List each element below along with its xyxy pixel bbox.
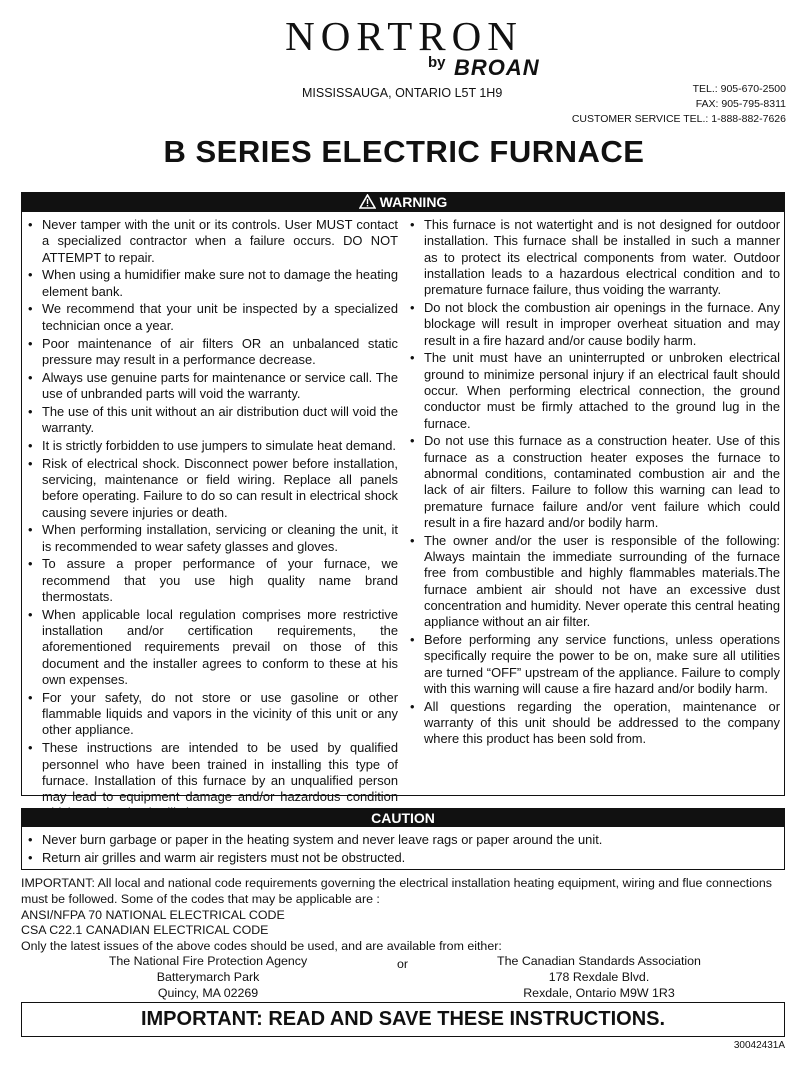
list-item: • Before performing any service functions, unless operations specifically require the power to be on, make sure all utilities are turned “OFF” upstream of the appliance. Failure to comply with this warning will cause a fire hazard and/or bodily harm. [410, 632, 780, 697]
warning-list-right [410, 217, 780, 823]
warning-list-left [28, 217, 398, 823]
list-item: • Do not block the combustion air openings in the furnace. Any blockage will result in improper overheat situation and may result in a fire hazard and/or cause bodily harm. [410, 300, 780, 349]
address-line: 178 Rexdale Blvd. [548, 970, 650, 984]
list-item: • This furnace is not watertight and is not designed for outdoor installation. This furnace shall be installed in such a manner as to protect its electrical components from water. Outdoor installation leads to a hazardous electrical condition and to premature furnace failure, thus voiding the warranty. [410, 217, 780, 298]
page-title: B SERIES ELECTRIC FURNACE [163, 134, 645, 169]
address-line: Batterymarch Park [156, 970, 260, 984]
important-notes [21, 876, 787, 955]
list-item: • We recommend that your unit be inspected by a specialized technician once a year. [28, 301, 398, 334]
warning-header [22, 193, 784, 212]
fax: FAX: 905-795-8311 [695, 98, 786, 110]
list-item: • Return air grilles and warm air registers must not be obstructed. [28, 849, 778, 866]
save-instructions-notice: IMPORTANT: READ AND SAVE THESE INSTRUCTIONS. [21, 1002, 785, 1037]
list-item: • The unit must have an uninterrupted or unbroken electrical ground to minimize personal injury if an electrical fault should occur. When performing electrical connection, the ground conductor must be firmly attached to the ground lug in the furnace. [410, 350, 780, 431]
list-item: • Poor maintenance of air filters OR an unbalanced static pressure may result in a performance decrease. [28, 336, 398, 369]
list-item: • When using a humidifier make sure not to damage the heating element bank. [28, 267, 398, 300]
customer-service: CUSTOMER SERVICE TEL.: 1-888-882-7626 [571, 113, 786, 125]
list-item: • Never burn garbage or paper in the heating system and never leave rags or paper around the unit. [28, 831, 778, 848]
code-csa: CSA C22.1 CANADIAN ELECTRICAL CODE [21, 923, 269, 938]
address-line: Rexdale, Ontario M9W 1R3 [523, 986, 675, 1000]
list-item: • Do not use this furnace as a construction heater. Use of this furnace as a construction heater exposes the furnace to abnormal conditions, contaminated combustion air and the lack of air filters. Failure to follow this warning can lead to premature furnace failure and/or vent failure which could result in a fire hazard and/or bodily harm. [410, 433, 780, 531]
or-separator: or [397, 957, 409, 971]
list-item: • The owner and/or the user is responsible of the following: Always maintain the immediate surrounding of the furnace free from combustible and highly flammables materials.The furnace ambient air should not have an excessive dust concentration and humidity. Never operate this central heating appliance without an air filter. [410, 533, 780, 631]
important-line: IMPORTANT: All local and national code requirements governing the electrical installation heating equipment, wiring and flue connections must be followed. Some of the codes that may be applicable are : [21, 876, 772, 906]
list-item: • When applicable local regulation comprises more restrictive installation and/or certification requirements, the aforementioned requirements prevail on those of this document and the installer agrees to conform to these at his own expenses. [28, 607, 398, 688]
list-item: • Always use genuine parts for maintenance or service call. The use of unbranded parts will void the warranty. [28, 370, 398, 403]
contact-info [572, 82, 786, 127]
list-item: • All questions regarding the operation, maintenance or warranty of this unit should be addressed to the company where this product has been sold from. [410, 699, 780, 748]
nfpa-address [100, 953, 316, 1001]
availability-line: Only the latest issues of the above codes should be used, and are available from either: [21, 939, 502, 954]
caution-heading: CAUTION [22, 809, 784, 827]
brand-logo: NORTRON [285, 13, 523, 59]
document-number: 30042431A [733, 1040, 785, 1051]
list-item: • The use of this unit without an air distribution duct will void the warranty. [28, 404, 398, 437]
address-line: Quincy, MA 02269 [157, 986, 259, 1000]
csa-address [484, 953, 714, 1001]
list-item: • It is strictly forbidden to use jumpers to simulate heat demand. [28, 438, 398, 454]
caution-box [21, 808, 785, 870]
list-item: • Never tamper with the unit or its controls. User MUST contact a specialized contractor when a failure occurs. DO NOT ATTEMPT to repair. [28, 217, 398, 266]
address-line: The Canadian Standards Association [497, 954, 701, 968]
warning-triangle-icon [359, 194, 376, 214]
warning-heading: WARNING [379, 194, 448, 210]
brand-by: by [428, 54, 446, 71]
list-item: • For your safety, do not store or use gasoline or other flammable liquids and vapors in the vicinity of this unit or any other appliance. [28, 690, 398, 739]
list-item: • These instructions are intended to be used by qualified personnel who have been trained in installing this type of furnace. Installation of this furnace by an unqualified person may lead to equipment damage and/or hazardous condition [28, 740, 398, 821]
list-item: • When performing installation, servicing or cleaning the unit, it is recommended to wear safety glasses and gloves. [28, 522, 398, 555]
list-item: • Risk of electrical shock. Disconnect power before installation, servicing, maintenance or field wiring. Replace all panels before operating. Failure to do so can result in electrical shock causing severe injuries or death. [28, 456, 398, 521]
code-nfpa: ANSI/NFPA 70 NATIONAL ELECTRICAL CODE [21, 907, 285, 922]
sub-brand-logo: BROAN [454, 55, 540, 80]
tel: TEL.: 905-670-2500 [692, 83, 786, 95]
caution-list [22, 827, 784, 866]
address-line: The National Fire Protection Agency [108, 954, 308, 968]
warning-box [21, 192, 785, 805]
company-address: MISSISSAUGA, ONTARIO L5T 1H9 [302, 86, 503, 100]
list-item: • To assure a proper performance of your furnace, we recommend that you use high quality name brand thermostats. [28, 556, 398, 605]
